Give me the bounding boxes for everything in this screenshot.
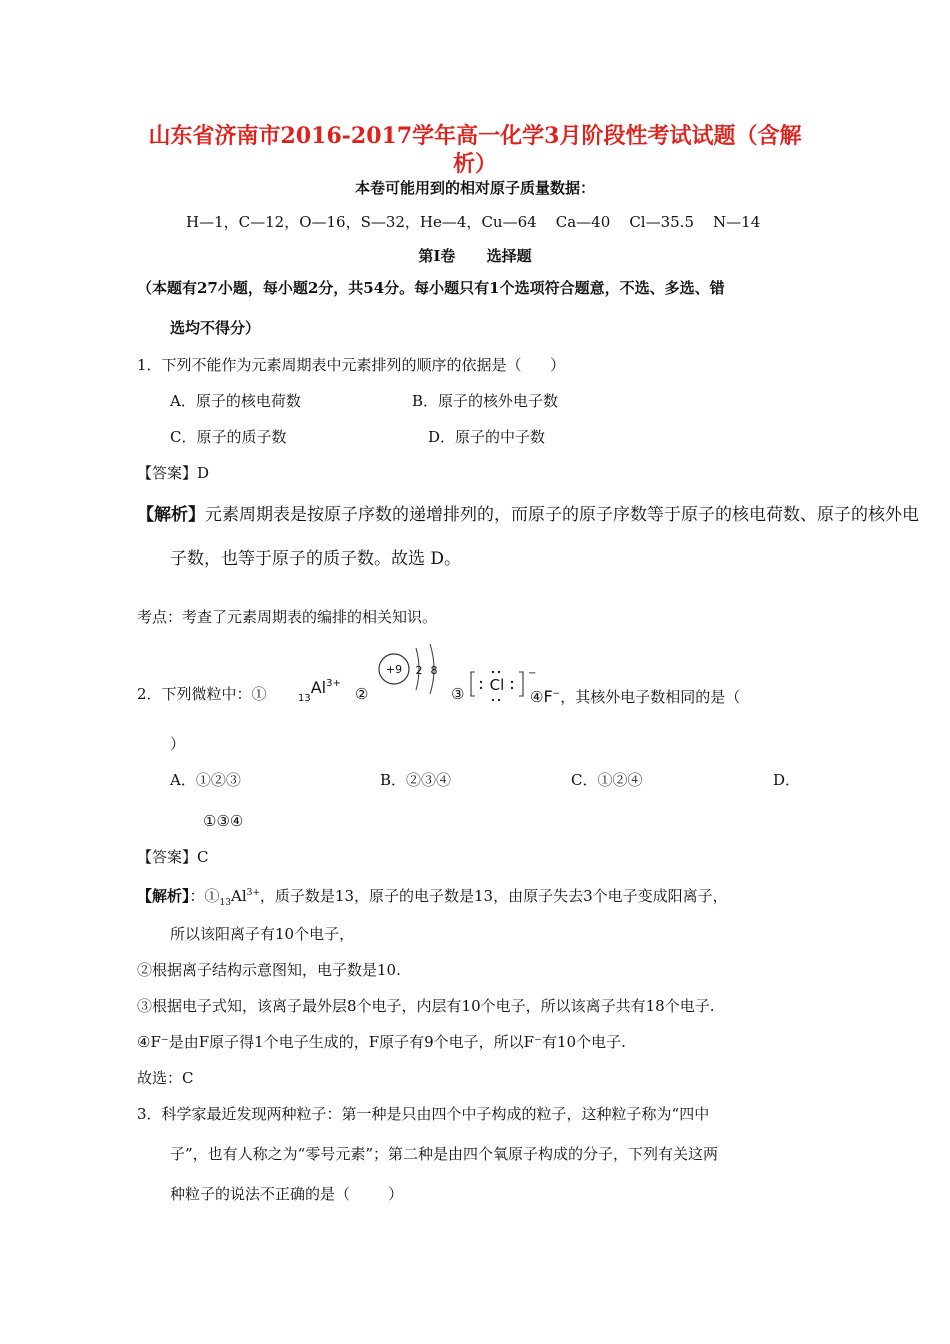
document-title-line1: 山东省济南市2016-2017学年高一化学3月阶段性考试试题（含解 xyxy=(148,123,802,149)
chloride-charge: − xyxy=(528,668,537,679)
analysis-label: 【解析】 xyxy=(137,505,205,525)
mark-2: ② xyxy=(355,685,369,703)
chlorine-symbol: Cl xyxy=(489,676,505,694)
bracket-left xyxy=(471,672,475,696)
question-1-stem: 1．下列不能作为元素周期表中元素排列的顺序的依据是（ ） xyxy=(137,356,566,374)
question-2-answer: 【答案】C xyxy=(137,848,209,866)
fluoride-charge: − xyxy=(552,689,561,699)
analysis-prefix: ：① xyxy=(189,887,220,905)
document-title-line2: 析） xyxy=(452,151,497,177)
question-1-analysis-line2: 子数，也等于原子的质子数。故选 D。 xyxy=(170,549,462,569)
mark-4: ④ xyxy=(530,688,544,706)
electron-dot xyxy=(498,699,500,701)
question-2-analysis-line2: 所以该阳离子有10个电子， xyxy=(170,925,355,943)
al-mass-number: 13 xyxy=(298,693,311,704)
analysis-label: 【解析】 xyxy=(137,887,190,905)
analysis-al-subscript: 13 xyxy=(219,898,231,908)
al-charge: 3+ xyxy=(326,678,341,689)
mark-3: ③ xyxy=(451,685,465,703)
question-2-analysis-line1 xyxy=(137,883,728,913)
analysis-al-symbol: Al xyxy=(230,887,247,905)
electron-dot xyxy=(480,681,482,683)
electron-dot xyxy=(492,671,494,673)
question-1-answer: 【答案】D xyxy=(137,464,210,482)
question-2-analysis-line5: ④F⁻是由F原子得1个电子生成的，F原子有9个电子，所以F⁻有10个电子. xyxy=(137,1033,626,1051)
section-instructions-line2: 选均不得分） xyxy=(170,319,261,337)
question-3-line2: 子”，也有人称之为“零号元素”；第二种是由四个氧原子构成的分子，下列有关这两 xyxy=(170,1145,719,1163)
section-heading: 第Ⅰ卷 选择题 xyxy=(418,247,532,265)
section-instructions-line1: （本题有27小题，每小题2分，共54分。每小题只有1个选项符合题意，不选、多选、错 xyxy=(137,279,725,297)
analysis-al-superscript: 3+ xyxy=(246,888,260,898)
question-3-line1: 3．科学家最近发现两种粒子：第一种是只由四个中子构成的粒子，这种粒子称为“四中 xyxy=(137,1105,710,1123)
analysis-text: ，质子数是13，原子的电子数是13，由原子失去3个电子变成阳离子， xyxy=(259,887,728,905)
electron-dot xyxy=(480,687,482,689)
electron-dot xyxy=(511,681,513,683)
al-ion-notation xyxy=(298,678,341,704)
question-2-analysis-line3: ②根据离子结构示意图知，电子数是10. xyxy=(137,961,401,979)
question-2-analysis-line4: ③根据电子式知，该离子最外层8个电子，内层有10个电子，所以该离子共有18个电子. xyxy=(137,997,715,1015)
question-2-option-a: A．①②③ xyxy=(170,771,241,789)
question-2-conclusion: 故选：C xyxy=(137,1069,194,1087)
electron-dot xyxy=(511,687,513,689)
question-1-topic: 考点：考查了元素周期表的编排的相关知识。 xyxy=(137,608,438,626)
nucleus-charge: +9 xyxy=(385,663,403,676)
electron-dot xyxy=(492,699,494,701)
question-3-line3: 种粒子的说法不正确的是（ ） xyxy=(170,1185,404,1203)
al-symbol: Al xyxy=(310,678,327,697)
question-2-stem-end xyxy=(530,684,740,707)
question-2-option-b: B．②③④ xyxy=(380,771,452,789)
question-2-option-c: C．①②④ xyxy=(571,771,643,789)
question-1-option-b: B．原子的核外电子数 xyxy=(412,392,559,410)
stem-end-text: ，其核外电子数相同的是（ xyxy=(560,688,741,706)
mass-data-intro: 本卷可能用到的相对原子质量数据： xyxy=(354,179,595,197)
chloride-electron-dot-diagram xyxy=(467,664,535,704)
shell-1-electrons: 2 xyxy=(415,664,423,677)
question-1-option-a: A．原子的核电荷数 xyxy=(170,392,301,410)
question-2-stem-close: ） xyxy=(170,735,186,753)
mass-data-values: H—1，C—12，O—16，S—32，He—4，Cu—64 Ca—40 Cl—35.5 N—14 xyxy=(186,213,761,231)
question-2-stem-start: 2．下列微粒中：① xyxy=(137,685,267,703)
bracket-right xyxy=(519,672,523,696)
question-2-option-d-value: ①③④ xyxy=(203,812,244,830)
question-2-option-d-label: D． xyxy=(773,771,801,789)
question-1-analysis xyxy=(137,505,919,525)
question-1-option-c: C．原子的质子数 xyxy=(170,428,287,446)
fluoride-symbol: F xyxy=(543,687,553,706)
analysis-text: 元素周期表是按原子序数的递增排列的，而原子的原子序数等于原子的核电荷数、原子的核外电 xyxy=(205,505,919,525)
shell-2-electrons: 8 xyxy=(430,664,438,677)
electron-dot xyxy=(498,671,500,673)
fluoride-ion-structure-diagram xyxy=(372,638,454,700)
question-1-option-d: D．原子的中子数 xyxy=(428,428,546,446)
